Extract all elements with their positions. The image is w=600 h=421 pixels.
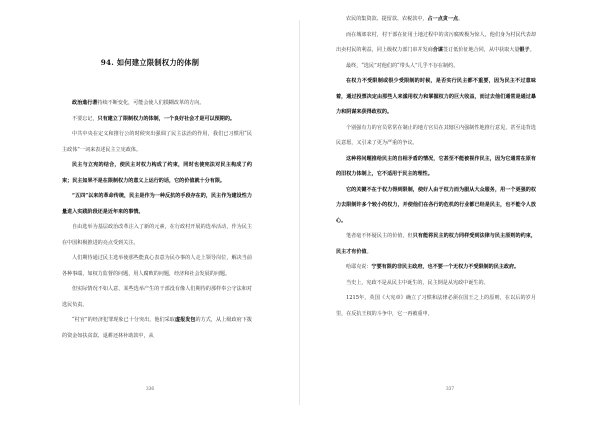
paragraph bbox=[62, 313, 252, 344]
text-run: 。 bbox=[458, 16, 464, 22]
paragraph bbox=[62, 282, 252, 313]
text-run: 但实际情况不如人意，某些选举产生的干部没有像人们期待的那样奉公守法和对选民负责。 bbox=[62, 286, 252, 308]
bold-text-run: 它的关键不在于权力得到限制，使好人由于权力而为服从大众服务，用一个更强的权力去限制许多个较小的权力，并使他们在各行的危机的行业都已经是民主，也不能令人放心。 bbox=[336, 186, 536, 224]
bold-text-run: 民主与立宪的结合，使民主对权力构成了约束，同时也使宪法对民主构成了约束；民主如果不是在限制权力的意义上运行的话，它的价值就十分有限。 bbox=[62, 162, 252, 184]
text-run: 自由选举为基层政治改革注入了新的元素，在行政村开展的选举活动，作为民主在中国积极推进的亮点受到关注。 bbox=[62, 224, 252, 246]
text-run: 笔者毫不怀疑民主的价值，但 bbox=[346, 233, 413, 239]
text-run: 当史上，宪政不是从民主中诞生的，民主倒是从宪政中诞生的。 bbox=[346, 279, 489, 286]
text-run: 的方式，从上级政府下拨的资金如扶贫款、退耕还林补助款中，从 bbox=[62, 317, 252, 339]
paragraph bbox=[336, 59, 536, 75]
bold-text-run: 合谋 bbox=[432, 47, 443, 53]
paragraph bbox=[336, 28, 536, 59]
bold-text-run: 只有能将民主的权力同样受到法律与民主原则的约束，民主才有价值 bbox=[336, 233, 536, 255]
text-run: 哈耶克说： bbox=[346, 264, 372, 270]
paragraph bbox=[336, 121, 536, 152]
bold-text-run: 宁要有限的非民主政府，也不要一个无权力不受限制的民主政府。 bbox=[371, 264, 520, 270]
text-run: 不要忘记， bbox=[72, 115, 98, 122]
text-run: 农民的集资款、提留款、农税款中， bbox=[346, 16, 428, 22]
paragraph bbox=[336, 260, 536, 276]
paragraph bbox=[62, 127, 252, 158]
paragraph bbox=[336, 183, 536, 230]
bold-text-run: 这种将问题推给民主的自相矛盾的情况，它甚至不能被视作民主，因为它通常在原有的旧权力体制上，它不适用于民主的理性。 bbox=[336, 155, 536, 177]
text-run: 持续不断变化，可能会使人们摸糊改革的方向。 bbox=[97, 100, 205, 106]
paragraph bbox=[336, 12, 536, 28]
paragraph bbox=[336, 74, 536, 121]
text-run: “村官”的经济犯罪现象已十分突出，他们采取 bbox=[72, 317, 175, 323]
text-run: 个别强有力的官员常常在制止的地方官员在其辖区内强制性地推行意见，甚至违背选民意愿，又引来了更为严重的争议。 bbox=[336, 124, 536, 146]
text-run: 。 bbox=[366, 248, 372, 255]
paragraph bbox=[336, 152, 536, 183]
text-run: 中共中央在定义和推行公的时候突出强调了民主法治的作用，我们已习惯用“民主政体”一词来表述民主立宪政体。 bbox=[62, 131, 252, 153]
right-page-body bbox=[336, 12, 536, 322]
text-run: 人们期待通过民主选举使那些能真心表意为民办事的人走上领导岗位，解决当前各种事端，如权力监督的问题，用人腐败的问题，经济和社会发展的问题。 bbox=[62, 255, 252, 277]
bold-text-run: 只有建立了限制权力的体制，一个良好社会才是可以预期的。 bbox=[97, 115, 236, 122]
paragraph bbox=[62, 251, 252, 282]
text-run: 签订低价征地合同，从中获取大量 bbox=[443, 47, 520, 53]
text-run: 最终，“选民”对他们的“带头人”几乎不存在制约。 bbox=[346, 62, 459, 69]
paragraph bbox=[62, 220, 252, 251]
bold-text-run: 政治進行著 bbox=[72, 100, 98, 106]
paragraph bbox=[62, 189, 252, 220]
text-run: 而在城郊农村，村干部在征用土地过程中的贪污腐败极为惊人，他们身为村民代表却出卖村民的利益，同上级权力部门串并发商 bbox=[336, 31, 536, 53]
paragraph bbox=[62, 158, 252, 189]
bold-text-run: 占一点贪一点 bbox=[427, 16, 459, 22]
right-page bbox=[300, 0, 600, 421]
page-number-left: 336 bbox=[146, 386, 154, 391]
paragraph bbox=[336, 291, 536, 322]
bold-text-run: 银子 bbox=[519, 47, 530, 53]
bold-text-run: “五四”以来的革命传统，民主是作为一种反抗的手段存在的，民主作为建设性力量进入实践阶段还是近年来的事情。 bbox=[62, 193, 252, 215]
paragraph bbox=[62, 96, 252, 112]
text-run: 。 bbox=[529, 47, 535, 53]
paragraph bbox=[336, 229, 536, 260]
chapter-title: 94. 如何建立限制权力的体制 bbox=[100, 58, 200, 67]
left-page-body bbox=[62, 96, 252, 344]
paragraph bbox=[62, 112, 252, 128]
page-number-right: 337 bbox=[446, 386, 454, 391]
paragraph bbox=[336, 276, 536, 292]
bold-text-run: 虚报发包 bbox=[174, 317, 196, 323]
bold-text-run: 在权力不受限制或很少受限制的时候，是否实行民主都不重要，因为民主不过意味着，通过投票决定由那些人来滥用权力和掌握权力的巨大收益，而过去他们通常是通过暴力和阴谋来获得政权的。 bbox=[336, 78, 536, 115]
text-run: 1215年，英国《大宪章》确立了习惯和法律必须在国王之上的原则，在以后的岁月里，在反抗王权的斗争中，它一再被重申， bbox=[336, 295, 536, 317]
